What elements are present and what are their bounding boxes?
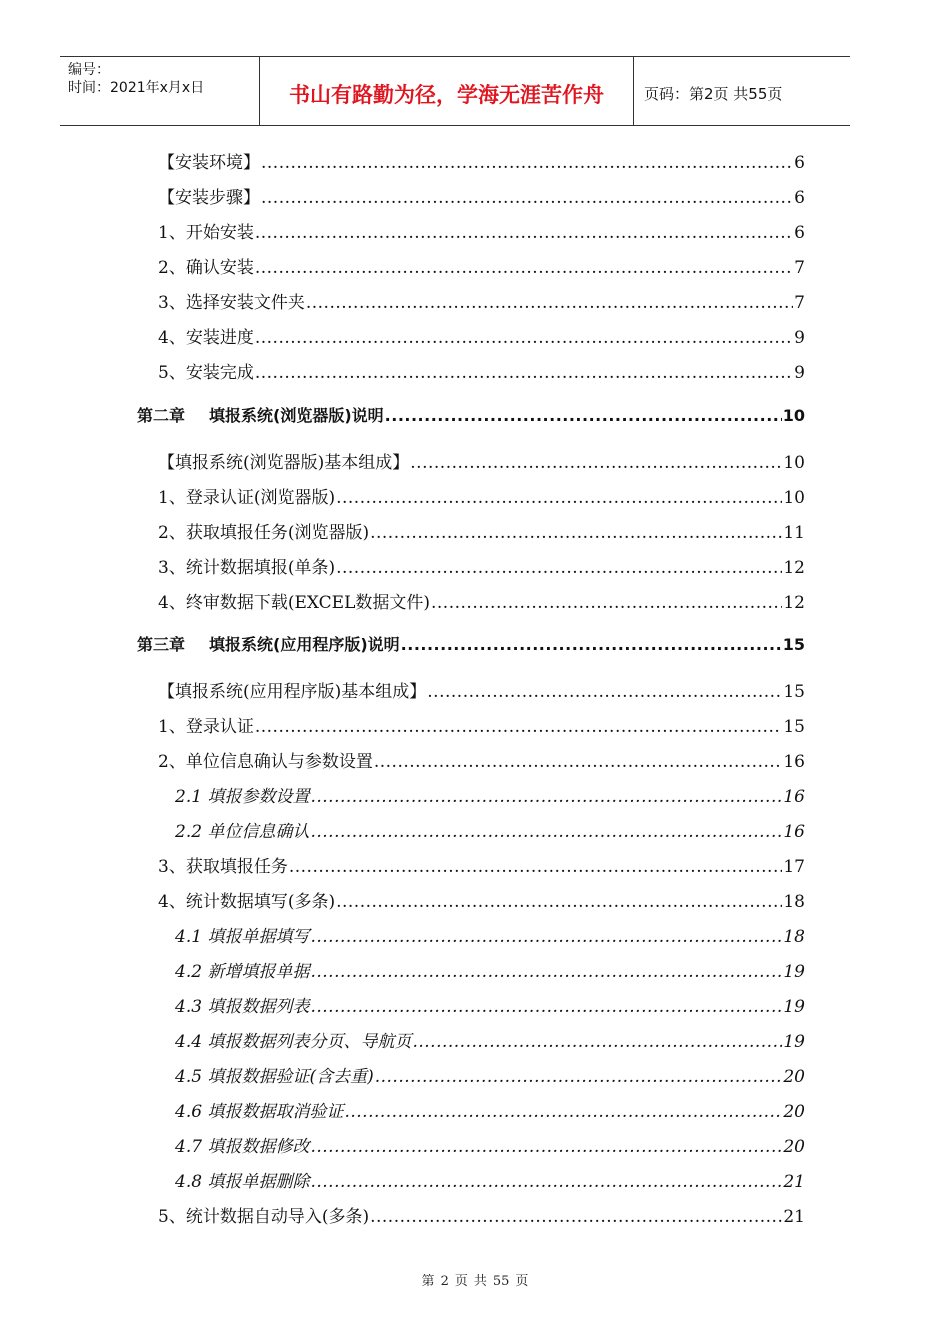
- toc-entry-page: 11: [783, 523, 805, 543]
- toc-leader-dots: [310, 962, 782, 982]
- toc-entry-label: 【安装步骤】: [158, 188, 260, 208]
- toc-entry-page: 12: [783, 558, 805, 578]
- toc-leader-dots: [336, 488, 782, 508]
- toc-chapter-label: [137, 403, 384, 426]
- toc-leader-dots: [255, 717, 783, 737]
- footer-page-number: 2: [440, 1274, 449, 1289]
- toc-subentry[interactable]: [175, 1167, 805, 1191]
- toc-subentry[interactable]: [175, 922, 805, 946]
- toc-leader-dots: [310, 822, 782, 842]
- toc-leader-dots: [310, 1172, 782, 1192]
- time-label: 时间：2021年x月x日: [68, 80, 205, 96]
- toc-entry-page: 16: [783, 752, 805, 772]
- footer-gong: 共: [473, 1274, 487, 1289]
- header-meta: [60, 57, 260, 125]
- toc-entry[interactable]: [158, 323, 805, 347]
- toc-chapter-label: [137, 632, 400, 655]
- chapter-title: 填报系统(浏览器版)说明: [209, 406, 384, 425]
- toc-entry-page: 21: [783, 1172, 805, 1192]
- toc-entry[interactable]: [158, 518, 805, 542]
- toc-subentry[interactable]: [175, 1132, 805, 1156]
- toc-subentry[interactable]: [175, 957, 805, 981]
- toc-entry-page: 18: [783, 927, 805, 947]
- toc-entry[interactable]: [158, 887, 805, 911]
- toc-entry[interactable]: [158, 253, 805, 277]
- toc-leader-dots: [370, 1207, 782, 1227]
- toc-leader-dots: [306, 293, 793, 313]
- toc-entry-label: 4.8 填报单据删除: [175, 1172, 310, 1192]
- toc-entry-label: 4、终审数据下载(EXCEL数据文件): [158, 593, 430, 613]
- document-header: [60, 56, 850, 126]
- toc-leader-dots: [374, 752, 783, 772]
- toc-entry-label: 5、统计数据自动导入(多条): [158, 1207, 370, 1227]
- toc-entry-label: 2、确认安装: [158, 258, 254, 278]
- toc-leader-dots: [385, 406, 782, 425]
- toc-entry-label: 【填报系统(应用程序版)基本组成】: [158, 682, 427, 702]
- toc-entry-page: 15: [782, 635, 805, 654]
- toc-entry[interactable]: [158, 588, 805, 612]
- toc-subentry[interactable]: [175, 817, 805, 841]
- toc-entry-page: 19: [783, 1032, 805, 1052]
- toc-entry-page: 10: [782, 406, 805, 425]
- toc-leader-dots: [310, 927, 782, 947]
- toc-leader-dots: [289, 857, 783, 877]
- toc-subentry[interactable]: [175, 992, 805, 1016]
- toc-entry-page: 9: [794, 328, 805, 348]
- toc-entry-label: 【安装环境】: [158, 153, 260, 173]
- toc-entry-label: 3、统计数据填报(单条): [158, 558, 336, 578]
- toc-entry-page: 20: [783, 1067, 805, 1087]
- toc-entry[interactable]: [158, 358, 805, 382]
- toc-entry-page: 10: [783, 488, 805, 508]
- toc-entry-label: 3、选择安装文件夹: [158, 293, 305, 313]
- toc-leader-dots: [255, 258, 793, 278]
- toc-entry-label: 4.5 填报数据验证(含去重): [175, 1067, 374, 1087]
- toc-entry[interactable]: [158, 747, 805, 771]
- toc-chapter-entry[interactable]: [137, 403, 805, 427]
- toc-entry-label: 【填报系统(浏览器版)基本组成】: [158, 453, 410, 473]
- toc-leader-dots: [310, 997, 782, 1017]
- toc-entry-label: 1、开始安装: [158, 223, 254, 243]
- toc-entry-page: 6: [794, 223, 805, 243]
- toc-leader-dots: [261, 153, 793, 173]
- toc-leader-dots: [412, 1032, 782, 1052]
- toc-entry-page: 19: [783, 997, 805, 1017]
- toc-leader-dots: [370, 523, 782, 543]
- toc-leader-dots: [427, 682, 782, 702]
- page-footer: [0, 1270, 950, 1289]
- footer-ye: 页: [454, 1274, 468, 1289]
- toc-leader-dots: [261, 188, 793, 208]
- toc-entry-label: 4.6 填报数据取消验证: [175, 1102, 344, 1122]
- toc-entry[interactable]: [158, 183, 805, 207]
- toc-entry-page: 6: [794, 188, 805, 208]
- toc-chapter-entry[interactable]: [137, 632, 805, 656]
- toc-subentry[interactable]: [175, 1097, 805, 1121]
- toc-entry-label: 2.1 填报参数设置: [175, 787, 310, 807]
- toc-entry-page: 7: [794, 258, 805, 278]
- toc-entry[interactable]: [158, 677, 805, 701]
- footer-ye2: 页: [515, 1274, 529, 1289]
- toc-entry[interactable]: [158, 218, 805, 242]
- toc-subentry[interactable]: [175, 1062, 805, 1086]
- header-motto: 书山有路勤为径，学海无涯苦作舟: [260, 57, 634, 125]
- toc-entry[interactable]: [158, 448, 805, 472]
- toc-entry-page: 15: [783, 717, 805, 737]
- chapter-title: 填报系统(应用程序版)说明: [209, 635, 400, 654]
- toc-leader-dots: [375, 1067, 783, 1087]
- toc-subentry[interactable]: [175, 1027, 805, 1051]
- toc-entry-label: 4.1 填报单据填写: [175, 927, 310, 947]
- toc-leader-dots: [410, 453, 782, 473]
- toc-entry-label: 2.2 单位信息确认: [175, 822, 310, 842]
- toc-entry-page: 20: [783, 1137, 805, 1157]
- toc-entry-label: 4.3 填报数据列表: [175, 997, 310, 1017]
- toc-leader-dots: [310, 787, 782, 807]
- toc-leader-dots: [336, 892, 782, 912]
- toc-entry-label: 4、安装进度: [158, 328, 254, 348]
- toc-entry[interactable]: [158, 1202, 805, 1226]
- toc-entry-label: 5、安装完成: [158, 363, 254, 383]
- toc-entry-label: 4.4 填报数据列表分页、导航页: [175, 1032, 412, 1052]
- toc-entry-page: 17: [783, 857, 805, 877]
- toc-entry-label: 4.7 填报数据修改: [175, 1137, 310, 1157]
- toc-entry[interactable]: [158, 712, 805, 736]
- toc-entry[interactable]: [158, 553, 805, 577]
- chapter-number: 第三章: [137, 635, 186, 654]
- toc-entry-label: 1、登录认证: [158, 717, 254, 737]
- toc-entry-label: 4.2 新增填报单据: [175, 962, 310, 982]
- toc-entry-label: 4、统计数据填写(多条): [158, 892, 336, 912]
- toc-entry[interactable]: [158, 288, 805, 312]
- toc-entry-page: 7: [794, 293, 805, 313]
- toc-subentry[interactable]: [175, 782, 805, 806]
- toc-entry-page: 19: [783, 962, 805, 982]
- toc-leader-dots: [336, 558, 782, 578]
- footer-total-pages: 55: [492, 1274, 510, 1289]
- toc-leader-dots: [344, 1102, 782, 1122]
- toc-entry-page: 10: [783, 453, 805, 473]
- toc-leader-dots: [310, 1137, 782, 1157]
- toc-entry-page: 15: [783, 682, 805, 702]
- toc-entry[interactable]: [158, 852, 805, 876]
- toc-entry-page: 20: [783, 1102, 805, 1122]
- toc-entry-label: 3、获取填报任务: [158, 857, 288, 877]
- toc-entry-page: 6: [794, 153, 805, 173]
- code-label: 编号：: [68, 62, 110, 78]
- toc-entry-page: 16: [783, 822, 805, 842]
- toc-entry-page: 12: [783, 593, 805, 613]
- footer-di: 第: [421, 1274, 435, 1289]
- toc-leader-dots: [255, 223, 793, 243]
- toc-entry-page: 18: [783, 892, 805, 912]
- toc-entry[interactable]: [158, 483, 805, 507]
- toc-entry[interactable]: [158, 148, 805, 172]
- toc-entry-page: 9: [794, 363, 805, 383]
- toc-leader-dots: [255, 328, 793, 348]
- toc-entry-label: 2、单位信息确认与参数设置: [158, 752, 373, 772]
- toc-leader-dots: [431, 593, 782, 613]
- toc-entry-label: 1、登录认证(浏览器版): [158, 488, 336, 508]
- header-page-info: 页码：第2页 共55页: [644, 84, 783, 103]
- toc-entry-page: 16: [783, 787, 805, 807]
- chapter-number: 第二章: [137, 406, 186, 425]
- toc-entry-page: 21: [783, 1207, 805, 1227]
- toc-leader-dots: [401, 635, 782, 654]
- toc-entry-label: 2、获取填报任务(浏览器版): [158, 523, 370, 543]
- toc-leader-dots: [255, 363, 793, 383]
